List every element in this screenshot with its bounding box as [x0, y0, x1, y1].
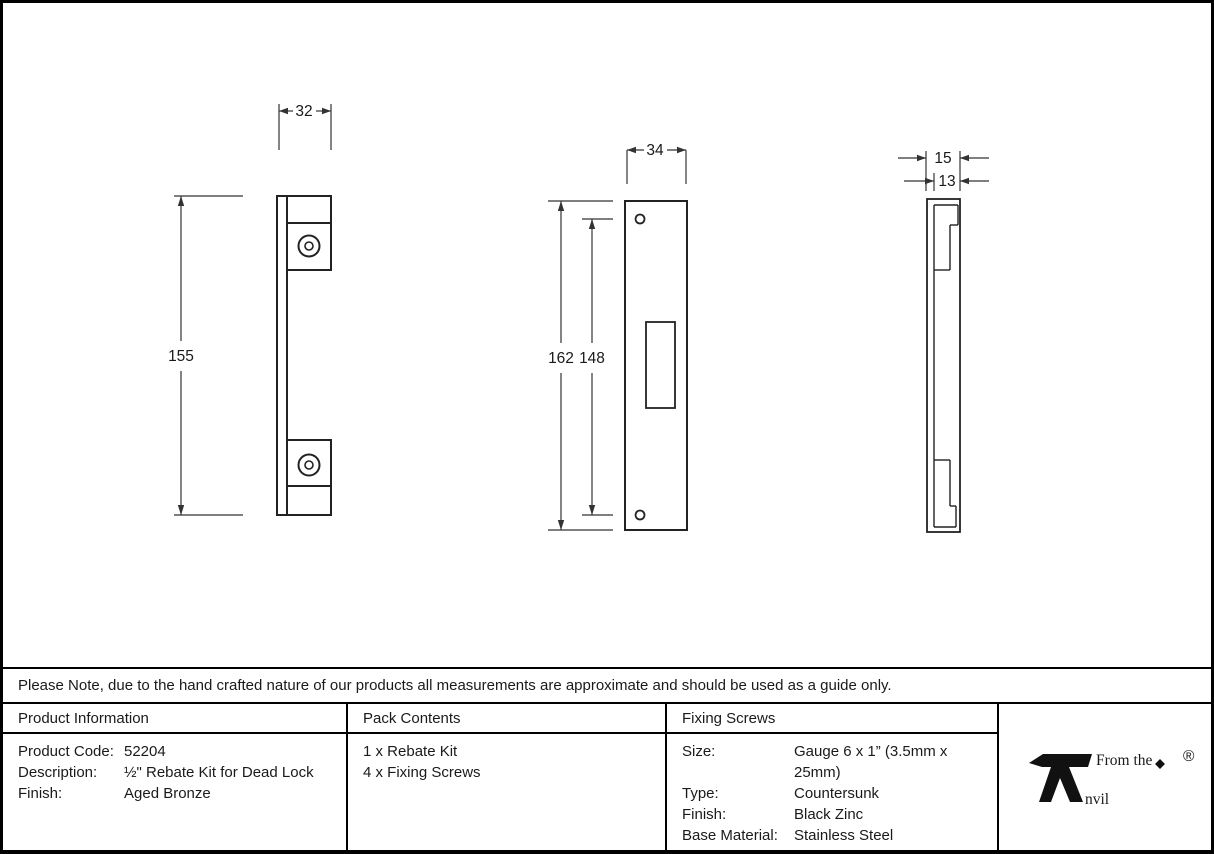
dim-label-15: 15: [934, 150, 952, 167]
table-row: [682, 783, 997, 804]
row-label: Product Code:: [18, 743, 114, 760]
table-row: [682, 804, 997, 825]
technical-drawings: [3, 3, 1211, 667]
row-label: Base Material:: [682, 827, 778, 844]
profile-outline: [927, 199, 960, 532]
dim-label-162: 162: [548, 350, 574, 367]
row-value: Gauge 6 x 1” (3.5mm x 25mm): [794, 743, 948, 781]
product-information-body: [3, 732, 346, 850]
rebate-kit-side-view: [277, 196, 331, 515]
bottom-screw-hole-outer: [299, 455, 320, 476]
table-row: [18, 783, 346, 804]
drawings-svg: [3, 3, 1211, 667]
row-value: Black Zinc: [794, 806, 864, 823]
row-label: Type:: [682, 785, 719, 802]
left-view-dimensions: [174, 104, 331, 515]
row-label: Size:: [682, 743, 716, 760]
fixing-screws-body: [665, 732, 997, 850]
dim-label-13: 13: [938, 173, 956, 190]
plate-outline: [625, 201, 687, 530]
pack-contents-header: Pack Contents: [346, 704, 665, 732]
top-screw-hole-inner: [305, 242, 313, 250]
row-value: Aged Bronze: [124, 785, 211, 802]
table-row: [682, 741, 997, 783]
dim-label-155: 155: [168, 348, 194, 365]
row-value: Countersunk: [794, 785, 880, 802]
table-row: [18, 762, 346, 783]
row-value: ½" Rebate Kit for Dead Lock: [124, 764, 314, 781]
part-outline: [277, 196, 331, 515]
row-value: 52204: [124, 743, 166, 760]
keep-slot: [646, 322, 675, 408]
row-label: Description:: [18, 764, 98, 781]
product-info-table: [3, 702, 1211, 850]
table-row: [18, 741, 346, 762]
product-information-header: Product Information: [18, 709, 149, 727]
logo-brand-text: nvil: [1084, 790, 1109, 808]
row-value: Stainless Steel: [794, 827, 894, 844]
brand-logo-cell: [997, 704, 1211, 850]
plate-top-screw-hole: [636, 215, 645, 224]
profile-inner-contour: [934, 205, 958, 527]
row-label: Finish:: [18, 785, 63, 802]
from-the-anvil-logo: [1001, 707, 1210, 848]
disclaimer-text: Please Note, due to the hand crafted nature of our products all measurements are approximate and should be used as a guide only.: [18, 677, 892, 694]
anvil-icon: [1029, 754, 1092, 802]
measurement-disclaimer: [3, 667, 1211, 702]
plate-bottom-screw-hole: [636, 511, 645, 520]
dim-label-32: 32: [295, 103, 313, 120]
table-row: [682, 825, 997, 846]
bottom-screw-hole-inner: [305, 461, 313, 469]
dim-label-34: 34: [646, 142, 664, 159]
top-screw-hole-outer: [299, 236, 320, 257]
pack-contents-body: [346, 732, 665, 850]
logo-prefix-text: From the: [1095, 751, 1152, 769]
fixing-screws-header: Fixing Screws: [665, 704, 997, 732]
strike-plate-front-view: [625, 201, 687, 530]
front-view-dimensions: [548, 147, 686, 530]
registered-mark: ®: [1182, 747, 1194, 765]
list-item: 1 x Rebate Kit: [363, 743, 458, 760]
side-profile-view: [927, 199, 960, 532]
row-label: Finish:: [682, 806, 727, 823]
list-item: 4 x Fixing Screws: [363, 764, 481, 781]
diamond-dot-icon: [1155, 759, 1165, 769]
dim-label-148: 148: [579, 350, 605, 367]
